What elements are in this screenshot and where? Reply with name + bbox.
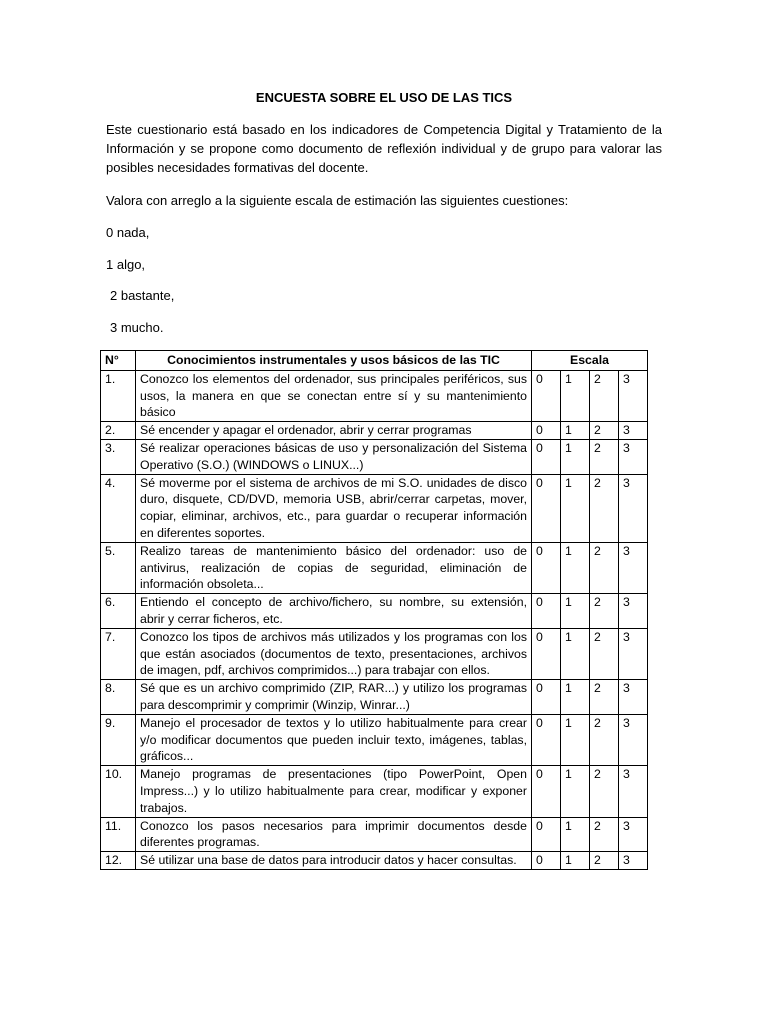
- scale-option-3[interactable]: 3: [619, 817, 648, 852]
- scale-option-0[interactable]: 0: [532, 766, 561, 817]
- table-row: [101, 542, 648, 593]
- scale-option-3[interactable]: 3: [619, 680, 648, 715]
- scale-option-2[interactable]: 2: [590, 852, 619, 870]
- header-item: Conocimientos instrumentales y usos básicos de las TIC: [136, 351, 532, 371]
- row-number: 7.: [101, 628, 136, 679]
- row-question: Sé utilizar una base de datos para introducir datos y hacer consultas.: [136, 852, 532, 870]
- scale-option-1[interactable]: 1: [561, 474, 590, 542]
- row-question: Sé moverme por el sistema de archivos de mi S.O. unidades de disco duro, disquete, CD/DVD, memoria USB, abrir/cerrar carpetas, mover, copiar, eliminar, archivos, etc., para guardar o recuperar información en diferentes soportes.: [136, 474, 532, 542]
- row-number: 12.: [101, 852, 136, 870]
- scale-option-2[interactable]: 2: [590, 628, 619, 679]
- scale-option-3[interactable]: 3: [619, 542, 648, 593]
- row-question: Conozco los tipos de archivos más utilizados y los programas con los que están asociados (documentos de texto, presentaciones, archivos de imagen, pdf, archivos comprimidos...) para trabajar con ellos.: [136, 628, 532, 679]
- row-number: 2.: [101, 422, 136, 440]
- row-number: 1.: [101, 370, 136, 421]
- scale-option-0[interactable]: 0: [532, 852, 561, 870]
- scale-option-3[interactable]: 3: [619, 852, 648, 870]
- scale-option-0[interactable]: 0: [532, 370, 561, 421]
- page-title: ENCUESTA SOBRE EL USO DE LAS TICS: [255, 90, 513, 105]
- scale-option-2[interactable]: 2: [590, 474, 619, 542]
- scale-option-2[interactable]: 2: [590, 594, 619, 629]
- scale-option-0[interactable]: 0: [532, 714, 561, 765]
- scale-item-1: 1 algo,: [106, 257, 146, 272]
- row-question: Conozco los pasos necesarios para imprimir documentos desde diferentes programas.: [136, 817, 532, 852]
- scale-option-3[interactable]: 3: [619, 766, 648, 817]
- row-question: Manejo programas de presentaciones (tipo PowerPoint, Open Impress...) y lo utilizo habitualmente para crear, modificar y exponer trabajos.: [136, 766, 532, 817]
- table-row: [101, 766, 648, 817]
- scale-option-1[interactable]: 1: [561, 594, 590, 629]
- scale-option-1[interactable]: 1: [561, 852, 590, 870]
- row-number: 11.: [101, 817, 136, 852]
- row-number: 6.: [101, 594, 136, 629]
- scale-option-3[interactable]: 3: [619, 439, 648, 474]
- table-row: [101, 422, 648, 440]
- row-number: 5.: [101, 542, 136, 593]
- scale-option-2[interactable]: 2: [590, 542, 619, 593]
- row-number: 4.: [101, 474, 136, 542]
- scale-item-3: 3 mucho.: [110, 320, 164, 335]
- scale-option-1[interactable]: 1: [561, 370, 590, 421]
- scale-option-3[interactable]: 3: [619, 370, 648, 421]
- table-row: [101, 370, 648, 421]
- scale-option-0[interactable]: 0: [532, 422, 561, 440]
- instruction-paragraph: Valora con arreglo a la siguiente escala de estimación las siguientes cuestiones:: [106, 193, 569, 208]
- scale-option-2[interactable]: 2: [590, 680, 619, 715]
- row-number: 9.: [101, 714, 136, 765]
- scale-option-3[interactable]: 3: [619, 474, 648, 542]
- scale-option-3[interactable]: 3: [619, 594, 648, 629]
- table-row: [101, 439, 648, 474]
- table-row: [101, 474, 648, 542]
- table-row: [101, 680, 648, 715]
- scale-item-0: 0 nada,: [106, 225, 150, 240]
- table-row: [101, 852, 648, 870]
- row-question: Sé encender y apagar el ordenador, abrir y cerrar programas: [136, 422, 532, 440]
- header-scale: Escala: [532, 351, 648, 371]
- survey-table: [100, 350, 648, 870]
- scale-option-0[interactable]: 0: [532, 680, 561, 715]
- intro-paragraph: Este cuestionario está basado en los indicadores de Competencia Digital y Tratamiento de la Información y se propone como documento de reflexión individual y de grupo para valorar las posibles necesidades formativas del docente.: [106, 122, 662, 175]
- row-question: Conozco los elementos del ordenador, sus principales periféricos, sus usos, la manera en que se conectan entre sí y su mantenimiento básico: [136, 370, 532, 421]
- scale-option-1[interactable]: 1: [561, 439, 590, 474]
- scale-option-1[interactable]: 1: [561, 714, 590, 765]
- scale-option-2[interactable]: 2: [590, 766, 619, 817]
- row-number: 3.: [101, 439, 136, 474]
- scale-option-0[interactable]: 0: [532, 594, 561, 629]
- row-number: 8.: [101, 680, 136, 715]
- scale-option-0[interactable]: 0: [532, 817, 561, 852]
- scale-option-3[interactable]: 3: [619, 628, 648, 679]
- table-row: [101, 628, 648, 679]
- scale-option-2[interactable]: 2: [590, 817, 619, 852]
- scale-option-3[interactable]: 3: [619, 422, 648, 440]
- scale-option-1[interactable]: 1: [561, 817, 590, 852]
- scale-option-1[interactable]: 1: [561, 542, 590, 593]
- table-row: [101, 817, 648, 852]
- scale-option-1[interactable]: 1: [561, 766, 590, 817]
- scale-option-3[interactable]: 3: [619, 714, 648, 765]
- row-question: Entiendo el concepto de archivo/fichero, su nombre, su extensión, abrir y cerrar ficheros, etc.: [136, 594, 532, 629]
- scale-option-2[interactable]: 2: [590, 422, 619, 440]
- row-number: 10.: [101, 766, 136, 817]
- table-header-row: [101, 351, 648, 371]
- scale-option-1[interactable]: 1: [561, 680, 590, 715]
- scale-option-0[interactable]: 0: [532, 628, 561, 679]
- table-row: [101, 594, 648, 629]
- survey-body: [101, 370, 648, 869]
- header-num: N°: [101, 351, 136, 371]
- scale-option-2[interactable]: 2: [590, 370, 619, 421]
- row-question: Manejo el procesador de textos y lo utilizo habitualmente para crear y/o modificar documentos que pueden incluir texto, imágenes, tablas, gráficos...: [136, 714, 532, 765]
- table-row: [101, 714, 648, 765]
- scale-option-2[interactable]: 2: [590, 714, 619, 765]
- row-question: Sé que es un archivo comprimido (ZIP, RAR...) y utilizo los programas para descomprimir y comprimir (Winzip, Winrar...): [136, 680, 532, 715]
- row-question: Sé realizar operaciones básicas de uso y personalización del Sistema Operativo (S.O.) (WINDOWS o LINUX...): [136, 439, 532, 474]
- row-question: Realizo tareas de mantenimiento básico del ordenador: uso de antivirus, realización de copias de seguridad, eliminación de información obsoleta...: [136, 542, 532, 593]
- scale-option-0[interactable]: 0: [532, 474, 561, 542]
- scale-option-1[interactable]: 1: [561, 628, 590, 679]
- scale-option-0[interactable]: 0: [532, 439, 561, 474]
- scale-option-1[interactable]: 1: [561, 422, 590, 440]
- scale-item-2: 2 bastante,: [110, 288, 175, 303]
- scale-option-0[interactable]: 0: [532, 542, 561, 593]
- scale-option-2[interactable]: 2: [590, 439, 619, 474]
